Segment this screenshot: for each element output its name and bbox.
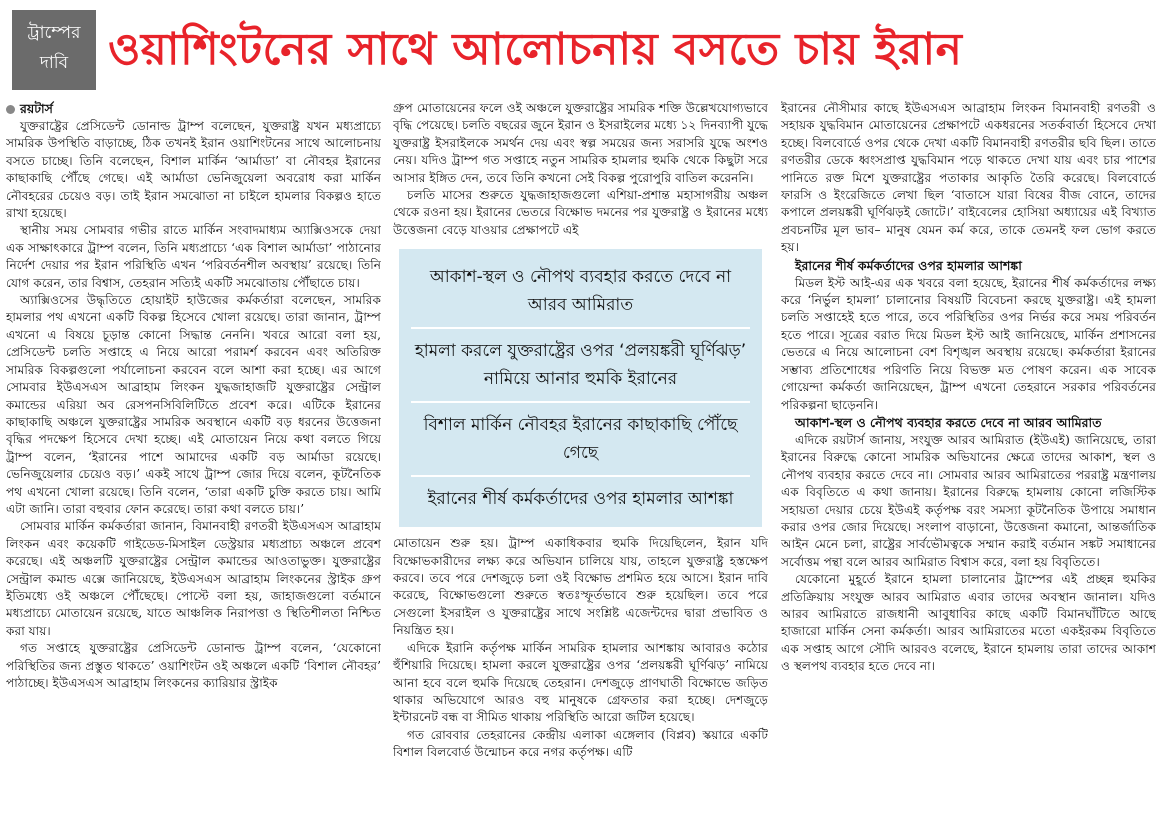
article-column-3 <box>781 100 1156 812</box>
highlight-quote: আকাশ-স্থল ও নৌপথ ব্যবহার করতে দেবে না আরব আমিরাত <box>411 255 750 329</box>
byline <box>6 100 381 118</box>
paragraph: গত সপ্তাহে যুক্তরাষ্ট্রের প্রেসিডেন্ট ডোনাল্ড ট্রাম্প বলেন, ‘যেকোনো পরিস্থিতির জন্য প্রস্তুত থাকতে’ ওয়াশিংটন ওই অঞ্চলে একটি ‘বিশাল নৌবহর’ পাঠাচ্ছে। ইউএসএস আব্রাহাম লিংকনের ক্যারিয়ার স্ট্রাইক <box>6 641 381 690</box>
kicker-label <box>12 10 96 90</box>
article-header <box>0 0 1163 100</box>
headline: ওয়াশিংটনের সাথে আলোচনায় বসতে চায় ইরান <box>108 24 963 75</box>
paragraph: মোতায়েন শুরু হয়। ট্রাম্প একাধিকবার হুমকি দিয়েছিলেন, ইরান যদি বিক্ষোভকারীদের লক্ষ্য করে অভিযান চালিয়ে যায়, তাহলে যুক্তরাষ্ট্র হস্তক্ষেপ করবে। তবে পরে দেশজুড়ে চলা ওই বিক্ষোভ প্রশমিত হয়ে আসে। ইরান দাবি করেছে, বিক্ষোভগুলো শুরুতে স্বতঃস্ফূর্তভাবে শুরু হয়েছিল। তবে পরে সেগুলো ইসরাইল ও যুক্তরাষ্ট্রের সাথে সংশ্লিষ্ট এজেন্টদের দ্বারা প্রভাবিত ও নিয়ন্ত্রিত হয়। <box>393 536 768 638</box>
paragraph: ইরানের নৌসীমার কাছে ইউএসএস আব্রাহাম লিংকন বিমানবাহী রণতরী ও সহায়ক যুদ্ধবিমান মোতায়েনের প্রেক্ষাপটে একধরনের সতর্কবার্তা হিসেবে দেখা হচ্ছে। বিলবোর্ডে ওপর থেকে দেখা একটি বিমানবাহী রণতরীর ছবি ছিল। তাতে রণতরীর ডেকে ধ্বংসপ্রাপ্ত যুদ্ধবিমান পড়ে থাকতে দেখা যায় এবং চার পাশের পানিতে রক্ত মিশে যুক্তরাষ্ট্রের পতাকার আকৃতি তৈরি করেছে। বিলবোর্ডে ফারসি ও ইংরেজিতে লেখা ছিল ‘বাতাসে যারা বিষের বীজ বোনে, তাদের কপালে প্রলয়ঙ্করী ঘূর্ণিঝড়ই জোটে।’ বাইবেলের হোসিয়া অধ্যায়ের এই বিখ্যাত প্রবচনটির মূল ভাব– মানুষ যেমন কর্ম করে, তাকে তেমনই ফল ভোগ করতে হয়। <box>781 101 1156 255</box>
highlights-box <box>399 249 762 527</box>
paragraph: যেকোনো মুহূর্তে ইরানে হামলা চালানোর ট্রাম্পের এই প্রচ্ছন্ন হুমকির প্রতিক্রিয়ায় সংযুক্ত আরব আমিরাত এবার তাদের অবস্থান জানাল। যদিও আরব আমিরাতে রাজধানী আবুধাবির কাছে একটি বিমানঘাঁটিতে আছে হাজারো মার্কিন সেনা কর্মকর্তা। আরব আমিরাতের মতো একইরকম বিবৃতিতে এক সপ্তাহ আগে সৌদি আরবও বলেছে, ইরানে হামলায় তারা তাদের আকাশ ও স্থলপথ ব্যবহার হতে দেবে না। <box>781 572 1156 674</box>
section-subhead: ইরানের শীর্ষ কর্মকর্তাদের ওপর হামলার আশঙ্কা <box>795 257 1022 273</box>
paragraph: সোমবার মার্কিন কর্মকর্তারা জানান, বিমানবাহী রণতরী ইউএসএস আব্রাহাম লিংকন এবং কয়েকটি গাইডেড-মিসাইল ডেস্ট্রয়ার মধ্যপ্রাচ্য অঞ্চলে প্রবেশ করেছে। এই অঞ্চলটি যুক্তরাষ্ট্রের সেন্ট্রাল কমান্ডের আওতাভুক্ত। যুক্তরাষ্ট্রের সেন্ট্রাল কমান্ড এক্সে জানিয়েছে, ইউএসএস আব্রাহাম লিংকনের স্ট্রাইক গ্রুপ ইতিমধ্যে ওই অঞ্চলে পৌঁছেছে। পোস্টে বলা হয়, জাহাজগুলো বর্তমানে মধ্যপ্রাচ্যে মোতায়েন রয়েছে, যাতে আঞ্চলিক নিরাপত্তা ও স্থিতিশীলতা নিশ্চিত করা যায়। <box>6 519 381 638</box>
paragraph: গত রোববার তেহরানের কেন্দ্রীয় এলাকা এঙ্গেলাব (বিপ্লব) স্কয়ারে একটি বিশাল বিলবোর্ড উন্মোচন করে নগর কর্তৃপক্ষ। এটি <box>393 727 768 760</box>
paragraph: এদিকে ইরানি কর্তৃপক্ষ মার্কিন সামরিক হামলার আশঙ্কায় আবারও কঠোর হুঁশিয়ারি দিয়েছে। হামলা করলে যুক্তরাষ্ট্রের ওপর ‘প্রলয়ঙ্করী ঘূর্ণিঝড়’ নামিয়ে আনা হবে বলে হুমকি দিয়েছে তেহরান। দেশজুড়ে প্রাণঘাতী বিক্ষোভে জড়িত থাকার অভিযোগে আরও বহু মানুষকে গ্রেফতার করা হচ্ছে। দেশজুড়ে ইন্টারনেট বন্ধ বা সীমিত থাকায় পরিস্থিতি আরো জটিল হয়েছে। <box>393 640 768 725</box>
paragraph: গ্রুপ মোতায়েনের ফলে ওই অঞ্চলে যুক্তরাষ্ট্রের সামরিক শক্তি উল্লেখযোগ্যভাবে বৃদ্ধি পেয়েছে। চলতি বছরের জুনে ইরান ও ইসরাইলের মধ্যে ১২ দিনব্যাপী যুদ্ধে যুক্তরাষ্ট্র ইসরাইলকে সমর্থন দেয় এবং স্বল্প সময়ের জন্য সরাসরি যুদ্ধে অংশও নেয়। যদিও ট্রাম্প গত সপ্তাহে নতুন সামরিক হামলার হুমকি থেকে কিছুটা সরে আসার ইঙ্গিত দেন, তবে তিনি কখনো সেই বিকল্প পুরোপুরি বাতিল করেননি। <box>393 101 768 185</box>
highlight-quote: বিশাল মার্কিন নৌবহর ইরানের কাছাকাছি পৌঁছে গেছে <box>411 403 750 477</box>
byline-text: রয়টার্স <box>20 101 53 116</box>
paragraph: চলতি মাসের শুরুতে যুদ্ধজাহাজগুলো এশিয়া-প্রশান্ত মহাসাগরীয় অঞ্চল থেকে রওনা হয়। ইরানের ভেতরে বিক্ষোভ দমনের পর যুক্তরাষ্ট্র ও ইরানের মধ্যে উত্তেজনা বেড়ে যাওয়ার প্রেক্ষাপটে এই <box>393 188 768 237</box>
section-subhead: আকাশ-স্থল ও নৌপথ ব্যবহার করতে দেবে না আরব আমিরাত <box>795 414 1102 430</box>
paragraph: এদিকে রয়টার্স জানায়, সংযুক্ত আরব আমিরাত (ইউএই) জানিয়েছে, তারা ইরানের বিরুদ্ধে কোনো সামরিক অভিযানের ক্ষেত্রে তাদের আকাশ, স্থল ও নৌপথ ব্যবহার করতে দেবে না। সোমবার আরব আমিরাতের পররাষ্ট্র মন্ত্রণালয় এক বিবৃতিতে এ কথা জানায়। ইরানের বিরুদ্ধে হামলায় কোনো লজিস্টিক সহায়তা দেয়ার চেয়ে ইউএই কর্তৃপক্ষ বরং সমস্যা কূটনৈতিক উপায়ে সমাধান করার ওপর জোর দিয়েছে। সংলাপ বাড়ানো, উত্তেজনা কমানো, আন্তর্জাতিক আইন মেনে চলা, রাষ্ট্রের সার্বভৌমত্বকে সম্মান করাই বর্তমান সঙ্কট সমাধানের সর্বোত্তম পন্থা বলে আরব আমিরাত বিশ্বাস করে, বলা হয় বিবৃতিতে। <box>781 432 1156 569</box>
highlight-quote: ইরানের শীর্ষ কর্মকর্তাদের ওপর হামলার আশঙ্কা <box>427 489 734 510</box>
paragraph: অ্যাক্সিওসের উদ্ধৃতিতে হোয়াইট হাউজের কর্মকর্তারা বলেছেন, সামরিক হামলার পথ এখনো একটি বিকল্প হিসেবে খোলা রয়েছে। তারা জানান, ট্রাম্প এখনো এ বিষয়ে চূড়ান্ত কোনো সিদ্ধান্ত নেননি। খবরে আরো বলা হয়, প্রেসিডেন্ট চলতি সপ্তাহে এ নিয়ে আরো পরামর্শ করবেন এবং অতিরিক্ত সামরিক বিকল্পগুলো পর্যালোচনা করবেন বলে আশা করা হচ্ছে। এর আগে সোমবার ইউএসএস আব্রাহাম লিংকন যুদ্ধজাহাজটি যুক্তরাষ্ট্রের সেন্ট্রাল কমান্ডের এরিয়া অব রেসপনসিবিলিটিতে প্রবেশ করে। এটিকে ইরানের কাছাকাছি অঞ্চলে যুক্তরাষ্ট্রের সামরিক অবস্থানে একটি বড় ধরনের উত্তেজনা বৃদ্ধির পদক্ষেপ হিসেবে দেখা হচ্ছে। এই মোতায়েন নিয়ে কথা বলতে গিয়ে ট্রাম্প বলেন, ‘ইরানের পাশে আমাদের একটি বড় আর্মাডা রয়েছে। ভেনিজুয়েলার চেয়েও বড়।’ একই সাথে ট্রাম্প জোর দিয়ে বলেন, কূটনৈতিক পথ এখনো খোলা রয়েছে। তিনি বলেন, ‘তারা একটি চুক্তি করতে চায়। আমি এটা জানি। তারা বহুবার ফোন করেছে। তারা কথা বলতে চায়।’ <box>6 293 381 516</box>
bullet-icon <box>6 105 15 114</box>
paragraph: যুক্তরাষ্ট্রের প্রেসিডেন্ট ডোনাল্ড ট্রাম্প বলেছেন, যুক্তরাষ্ট্র যখন মধ্যপ্রাচ্যে সামরিক উপস্থিতি বাড়াচ্ছে, ঠিক তখনই ইরান ওয়াশিংটনের সাথে আলোচনায় বসতে চাচ্ছে। তিনি বলেছেন, বিশাল মার্কিন ‘আর্মাডা’ বা নৌবহর ইরানের কাছাকাছি পৌঁছে গেছে। এই আর্মাডা ভেনিজুয়েলা অবরোধ করা মার্কিন নৌবহরের চেয়েও বড়। তাই ইরান সমঝোতা না চাইলে হামলার বিকল্পও হাতে রাখা হয়েছে। <box>6 119 381 221</box>
highlight-quote: হামলা করলে যুক্তরাষ্ট্রের ওপর ‘প্রলয়ঙ্করী ঘূর্ণিঝড়’ নামিয়ে আনার হুমকি ইরানের <box>411 329 750 403</box>
paragraph: স্থানীয় সময় সোমবার গভীর রাতে মার্কিন সংবাদমাধ্যম অ্যাক্সিওসকে দেয়া এক সাক্ষাৎকারে ট্রাম্প বলেন, তিনি মধ্যপ্রাচ্যে ‘এক বিশাল আর্মাডা’ পাঠানোর নির্দেশ দেয়ার পর ইরান পরিস্থিতি এখন ‘পরিবর্তনশীল অবস্থায়’ রয়েছে। তিনি যোগ করেন, তার বিশ্বাস, তেহরান সত্যিই একটি সমঝোতায় পৌঁছাতে চায়। <box>6 223 381 290</box>
paragraph: মিডল ইস্ট আই-এর এক খবরে বলা হয়েছে, ইরানের শীর্ষ কর্মকর্তাদের লক্ষ্য করে ‘নির্ভুল হামলা’ চালানোর বিষয়টি বিবেচনা করছে যুক্তরাষ্ট্র। এই হামলা চলতি সপ্তাহেই হতে পারে, তবে পরিস্থিতির ওপর নির্ভর করে সময় পরিবর্তন হতে পারে। সূত্রের বরাত দিয়ে মিডল ইস্ট আই জানিয়েছে, মার্কিন প্রশাসনের ভেতরে এ নিয়ে আলোচনা বেশ বিশৃঙ্খল অবস্থায় রয়েছে। কর্মকর্তারা ইরানের সম্ভাব্য প্রতিশোধের পরিণতি নিয়ে বিভক্ত মত পোষণ করেন। এক সাবেক গোয়েন্দা কর্মকর্তা জানিয়েছেন, ট্রাম্প এখনো তেহরানে সরকার পরিবর্তনের পরিকল্পনা ছাড়েননি। <box>781 275 1156 412</box>
kicker-line-2: দাবি <box>39 53 69 73</box>
kicker-line-1: ট্রাম্পের <box>27 23 81 43</box>
article-column-2 <box>393 100 768 812</box>
article-column-1 <box>6 100 381 812</box>
